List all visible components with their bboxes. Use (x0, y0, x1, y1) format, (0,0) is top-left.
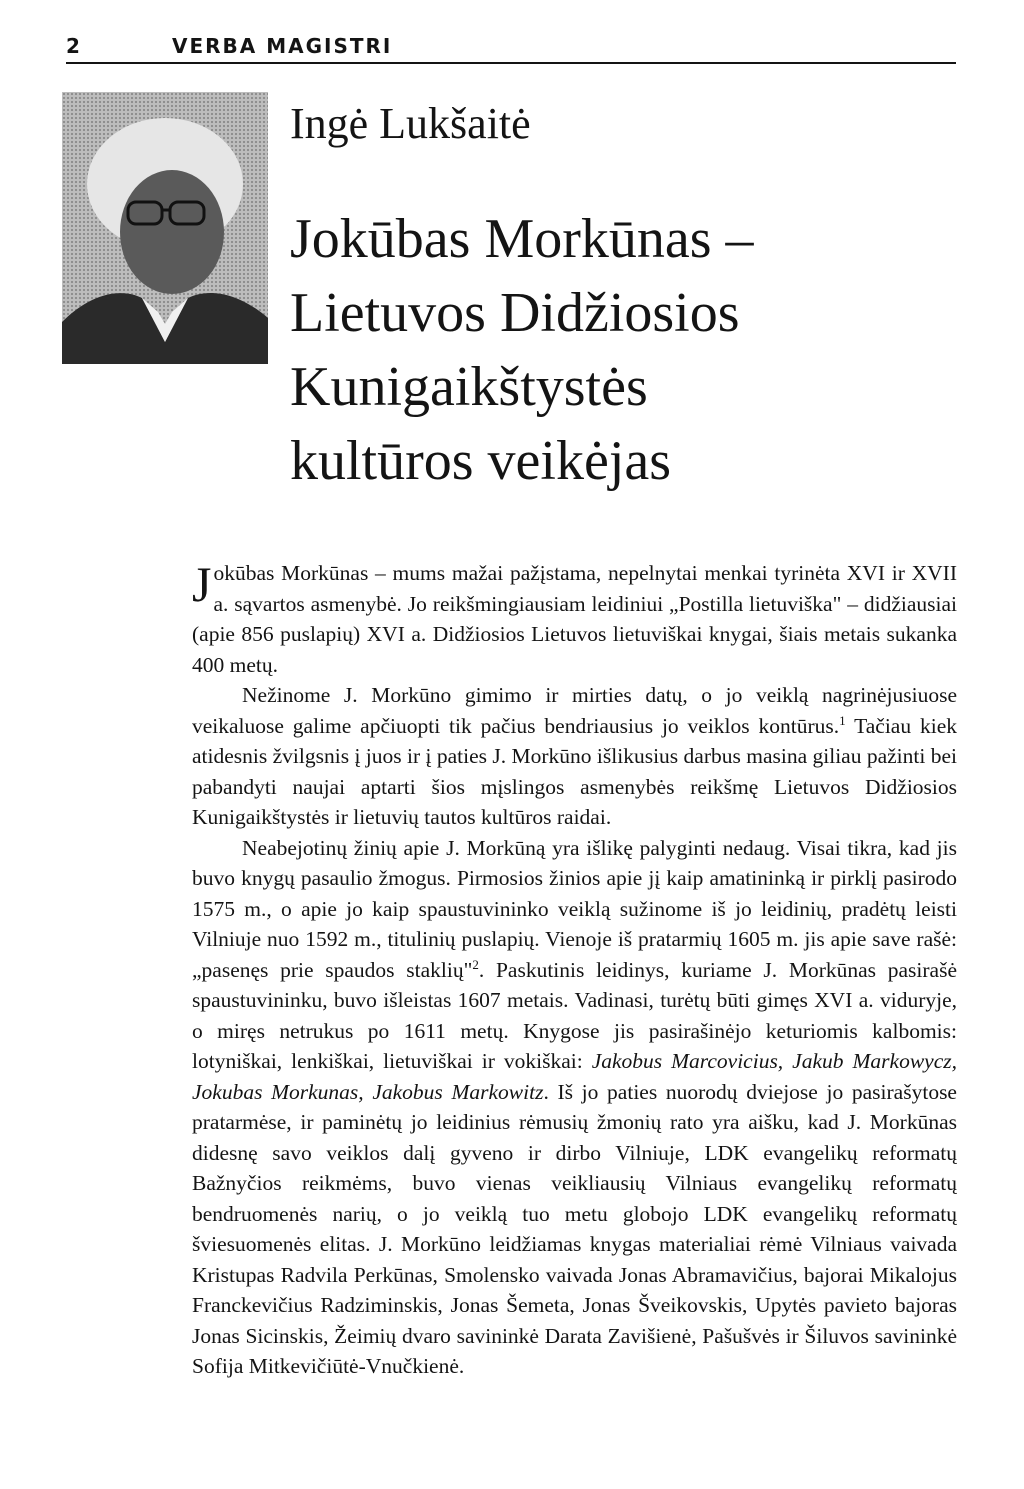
paragraph-text: Neabejotinų žinių apie J. Morkūną yra išlikę palyginti nedaug. Visai tikra, kad jis buvo knygų pasaulio žmogus. Pirmosios žinios apie jį kaip amatininką ir pirklį pasirodo 1575 m., o apie jo kaip spaustuvininko veiklą sužinome iš jo leidinių, pradėtų leisti Vilniuje nuo 1592 m., titulinių puslapių. Vienoje iš pratarmių 1605 m. jis apie save rašė: „pasenęs prie spaudos staklių" (192, 835, 957, 982)
paragraph (192, 680, 957, 833)
paragraph-text: Tačiau kiek atidesnis žvilgsnis į juos ir į paties J. Morkūno išlikusius darbus masina giliau pažinti bei pabandyti naujai aptarti šios mįslingos asmenybės reikšmę Lietuvos Didžiosios Kunigaikštystės ir lietuvių tautos kultūros raidai. (192, 713, 957, 829)
journal-title: VERBA MAGISTRI (172, 34, 393, 58)
footnote-ref: 2 (472, 956, 479, 972)
running-head (66, 28, 956, 64)
header-rule (66, 62, 956, 64)
article-title (290, 202, 910, 498)
title-line: Jokūbas Morkūnas – (290, 208, 754, 270)
title-line: kultūros veikėjas (290, 430, 672, 492)
paragraph (192, 558, 957, 680)
paragraph-text: Nežinome J. Morkūno gimimo ir mirties datų, o jo veiklą nagrinėjusiuose veikaluose galime apčiuopti tik pačius bendriausius jo veiklos kontūrus. (192, 683, 957, 738)
paragraph-text: . Paskutinis leidinys, kuriame J. Morkūnas pasirašė spaustuvininku, buvo išleistas 1607 metais. Vadinasi, turėtų būti gimęs XVI a. viduryje, o miręs netrukus po 1611 metų. Knygose jis pasirašinėjo keturiomis kalbomis: lotyniškai, lenkiškai, lietuviškai ir vokiškai: (192, 957, 957, 1073)
portrait-image (62, 92, 268, 364)
article-author: Ingė Lukšaitė (290, 99, 531, 148)
paragraph-text: . Iš jo paties nuorodų dviejose jo pasirašytose pratarmėse, ir paminėtų jo leidinius rėmusių žmonių rato yra aišku, kad J. Morkūnas didesnę savo veiklos dalį gyveno ir dirbo Vilniuje, LDK evangelikų reformatų Bažnyčios reikmėms, buvo vienas veikliausių Vilniaus evangelikų reformatų bendruomenės narių, o jo veiklą tuo metu globojo LDK evangelikų reformatų šviesuomenės elitas. J. Morkūno leidžiamas knygas materialiai rėmė Vilniaus vaivada Kristupas Radvila Perkūnas, Smolensko vaivada Jonas Abramavičius, bajorai Mikalojus Franckevičius Radziminskis, Jonas Šemeta, Jonas Šveikovskis, Upytės pavieto bajoras Jonas Sicinskis, Žeimių dvaro savininkė Darata Zavišienė, Pašušvės ir Šiluvos savininkė Sofija Mitkevičiūtė-Vnučkienė. (192, 1079, 957, 1378)
title-line: Kunigaikštystės (290, 356, 648, 418)
drop-cap: J (192, 556, 212, 612)
author-portrait (62, 92, 268, 364)
page-number: 2 (66, 34, 82, 58)
paragraph (192, 833, 957, 1382)
title-line: Lietuvos Didžiosios (290, 282, 740, 344)
footnote-ref: 1 (839, 712, 846, 728)
paragraph-text: okūbas Morkūnas – mums mažai pažįstama, nepelnytai menkai tyrinėta XVI ir XVII a. sąvartos asmenybė. Jo reikšmingiausiam leidiniui „Postilla lietuviška" – didžiausiai (apie 856 puslapių) XVI a. Didžiosios Lietuvos lietuviškai knygai, šiais metais sukanka 400 metų. (192, 561, 957, 677)
name-variants: Jakobus Marcovicius, Jakub Markowycz, Jokubas Morkunas, Jakobus Markowitz (192, 1049, 957, 1104)
article-body (192, 558, 957, 1382)
